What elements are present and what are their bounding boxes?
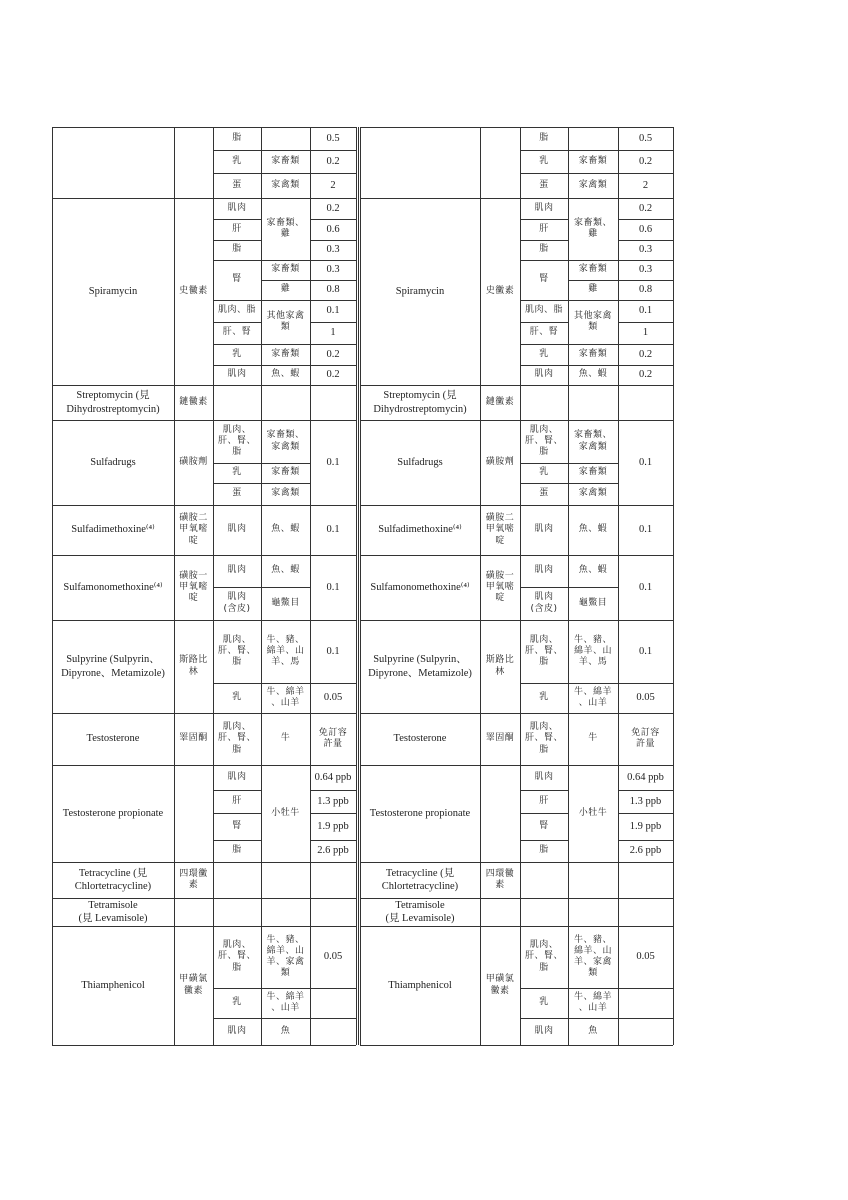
- species-cell: 雞: [588, 284, 598, 295]
- species-cell: 小牡牛: [578, 807, 608, 818]
- table-vertical-rule: [618, 127, 619, 1045]
- mrl-value: 0.5: [326, 132, 340, 144]
- mrl-value: 2: [330, 179, 336, 191]
- mrl-value: 0.2: [326, 348, 340, 360]
- species-cell: 家畜類、 家禽類: [573, 430, 612, 452]
- tissue-cell: 肝、腎: [222, 327, 252, 338]
- tissue-cell: 肌肉: [534, 565, 554, 576]
- mrl-value: 0.1: [638, 305, 653, 317]
- mrl-value: 1.9 ppb: [629, 820, 662, 832]
- species-cell: 牛: [588, 733, 598, 744]
- tissue-cell: 乳: [232, 467, 242, 478]
- drug-chinese-name: 甲磺氯 黴素: [485, 974, 515, 996]
- mrl-value: 0.6: [326, 223, 340, 235]
- mrl-value: 0.1: [326, 456, 340, 468]
- species-cell: 家畜類: [578, 264, 608, 275]
- species-cell: 家禽類: [271, 488, 300, 499]
- mrl-value: 1.9 ppb: [317, 820, 349, 832]
- drug-name-sulfadimethoxine: Sulfadimethoxine⁽⁴⁾: [71, 524, 155, 536]
- mrl-value: 1.3 ppb: [629, 795, 662, 807]
- drug-chinese-name: [482, 128, 518, 197]
- species-cell: 家禽類: [578, 488, 608, 499]
- tissue-cell: 乳: [539, 997, 549, 1008]
- drug-name-tetracycline: Tetracycline (見 Chlortetracycline): [381, 867, 459, 892]
- drug-name-spiramycin: Spiramycin: [395, 285, 445, 297]
- tissue-cell: 腎: [232, 820, 242, 831]
- mrl-value: 0.64 ppb: [627, 771, 664, 783]
- tissue-cell: 肌肉: [227, 565, 247, 576]
- species-cell: 其他家禽 類: [266, 310, 305, 332]
- tissue-cell: 肌肉: [227, 524, 247, 535]
- tissue-cell: 乳: [539, 692, 549, 703]
- tissue-cell: 肌肉、脂: [217, 305, 256, 316]
- mrl-value: 2.6 ppb: [629, 845, 662, 857]
- mrl-value: 2.6 ppb: [317, 845, 349, 857]
- species-cell: 家畜類、 家禽類: [266, 430, 305, 452]
- tissue-cell: 蛋: [539, 488, 549, 499]
- drug-chinese-name: 四環黴 素: [485, 868, 515, 890]
- tissue-cell: 肝: [232, 795, 242, 806]
- tissue-cell: 脂: [232, 132, 242, 143]
- species-cell: 家畜類、 雞: [266, 217, 305, 239]
- drug-name-sulfadrugs: Sulfadrugs: [90, 456, 136, 468]
- mrl-value: 0.3: [326, 244, 340, 256]
- drug-name-testosterone: Testosterone: [393, 733, 447, 745]
- tissue-cell: 肌肉: [534, 524, 554, 535]
- tissue-cell: 脂: [539, 132, 549, 143]
- table-horizontal-rule: [618, 1045, 673, 1046]
- tissue-cell: 脂: [539, 244, 549, 255]
- mrl-value: 0.05: [323, 692, 343, 704]
- drug-chinese-name: [482, 899, 518, 925]
- drug-chinese-name: 史黴素: [485, 285, 515, 296]
- drug-name-testosterone: Testosterone: [86, 733, 140, 745]
- species-cell: 雞: [280, 284, 291, 295]
- mrl-value: 0.1: [638, 645, 653, 657]
- species-cell: 牛、豬、 綿羊、山 羊、家禽 類: [573, 934, 612, 979]
- table-horizontal-rule: [52, 1045, 356, 1046]
- drug-chinese-name: 磺胺劑: [179, 456, 208, 467]
- tissue-cell: 腎: [539, 820, 549, 831]
- species-cell: 家畜類: [578, 467, 608, 478]
- tissue-cell: 脂: [232, 845, 242, 856]
- species-cell: 家畜類: [578, 155, 608, 166]
- drug-name-tetramisole: Tetramisole (見 Levamisole): [385, 899, 455, 924]
- table-vertical-rule: [360, 127, 361, 1045]
- mrl-value: [620, 989, 671, 1017]
- mrl-value: 1: [642, 327, 649, 339]
- drug-chinese-name: 磺胺一 甲氧嘧 啶: [485, 570, 515, 604]
- species-cell: 牛、豬、 綿羊、山 羊、馬: [266, 634, 305, 668]
- species-cell: 牛、綿羊 、山羊: [266, 991, 305, 1013]
- tissue-cell: 肌肉: [534, 202, 554, 213]
- species-cell: 魚、蝦: [271, 565, 300, 576]
- drug-name-testosterone: Testosterone propionate: [62, 807, 164, 819]
- drug-name-sulfamonomethoxine: Sulfamonomethoxine⁽⁴⁾: [63, 581, 163, 593]
- mrl-value: 0.2: [638, 155, 653, 167]
- species-cell: 家禽類: [578, 179, 608, 190]
- species-cell: 牛、綿羊 、山羊: [573, 991, 612, 1013]
- tissue-cell: 肌肉: [227, 1025, 247, 1036]
- drug-chinese-name: 睪固酮: [179, 733, 208, 744]
- drug-chinese-name: 磺胺一 甲氧嘧 啶: [179, 570, 208, 604]
- drug-chinese-name: 磺胺二 甲氧嘧 啶: [179, 513, 208, 546]
- mrl-value: 1: [330, 327, 336, 339]
- species-cell: 牛、豬、 綿羊、山 羊、家禽 類: [266, 934, 305, 979]
- mrl-value: [620, 1019, 671, 1044]
- table-vertical-rule: [213, 127, 214, 1045]
- mrl-value: 0.1: [326, 305, 340, 317]
- species-cell: 牛、綿羊 、山羊: [266, 686, 305, 708]
- table-vertical-rule: [174, 127, 175, 1045]
- tissue-cell: 肌肉、肝、腎、脂: [217, 722, 256, 755]
- table-vertical-rule: [568, 127, 569, 1045]
- drug-chinese-name: [176, 766, 211, 861]
- mrl-value: 免訂容 許量: [631, 727, 660, 749]
- species-cell: 魚、蝦: [271, 524, 300, 535]
- table-vertical-rule: [310, 127, 311, 1045]
- species-cell: 魚: [280, 1025, 291, 1036]
- mrl-value: 0.6: [638, 223, 653, 235]
- mrl-value: 2: [642, 179, 649, 191]
- drug-chinese-name: [176, 899, 211, 925]
- species-cell: 魚、蝦: [578, 524, 608, 535]
- drug-chinese-name: 磺胺劑: [485, 456, 515, 467]
- tissue-cell: 肌肉: [227, 202, 247, 213]
- drug-chinese-name: 四環黴 素: [179, 868, 208, 890]
- tissue-cell: 蛋: [232, 179, 242, 190]
- drug-name-thiamphenicol: Thiamphenicol: [81, 979, 145, 991]
- species-cell: 家畜類: [271, 348, 300, 359]
- drug-chinese-name: 鏈黴素: [179, 396, 208, 407]
- species-cell: 家畜類: [271, 467, 300, 478]
- mrl-value: 1.3 ppb: [317, 795, 349, 807]
- tissue-cell: 肝: [539, 795, 549, 806]
- tissue-cell: 乳: [539, 348, 549, 359]
- tissue-cell: 肌肉: [534, 1025, 554, 1036]
- species-cell: 龜鱉目: [271, 597, 300, 608]
- drug-chinese-name: 斯路比 林: [485, 655, 515, 677]
- drug-chinese-name: 斯路比 林: [179, 655, 208, 677]
- drug-name-testosterone: Testosterone propionate: [369, 807, 471, 819]
- species-cell: 牛: [280, 733, 291, 744]
- tissue-cell: 蛋: [539, 179, 549, 190]
- mrl-value: 0.05: [323, 951, 343, 963]
- mrl-value: 0.05: [636, 692, 655, 704]
- drug-chinese-name: [176, 128, 211, 197]
- mrl-value: 0.2: [326, 155, 340, 167]
- species-cell: 小牡牛: [271, 807, 300, 818]
- tissue-cell: 肌肉 (含皮): [223, 592, 251, 614]
- mrl-value: 0.3: [638, 264, 653, 276]
- species-cell: 龜鱉目: [578, 597, 608, 608]
- mrl-value: 0.1: [326, 524, 340, 536]
- mrl-value: 0.2: [638, 202, 653, 214]
- tissue-cell: 肌肉、肝、腎、脂: [524, 424, 563, 458]
- mrl-value: 0.2: [638, 369, 653, 381]
- species-cell: 家畜類: [271, 155, 300, 166]
- mrl-value: 0.2: [326, 202, 340, 214]
- mrl-value: 0.1: [638, 524, 653, 536]
- species-cell: [263, 128, 308, 149]
- table-vertical-rule: [480, 127, 481, 1045]
- species-cell: 家畜類: [271, 264, 300, 275]
- tissue-cell: 肌肉: [534, 369, 554, 380]
- drug-chinese-name: 磺胺二 甲氧嘧 啶: [485, 513, 515, 546]
- drug-name-tetracycline: Tetracycline (見 Chlortetracycline): [74, 867, 152, 892]
- tissue-cell: 肌肉: [227, 771, 247, 782]
- mrl-value: 免訂容 許量: [318, 727, 348, 749]
- tissue-cell: 乳: [232, 348, 242, 359]
- drug-name-continued: [362, 128, 478, 197]
- drug-name-sulfadimethoxine: Sulfadimethoxine⁽⁴⁾: [378, 524, 462, 536]
- tissue-cell: 乳: [539, 467, 549, 478]
- mrl-value: [312, 989, 354, 1017]
- species-cell: 家畜類: [578, 348, 608, 359]
- tissue-cell: 腎: [232, 274, 242, 285]
- drug-chinese-name: 鏈黴素: [485, 396, 515, 407]
- mrl-value: 0.3: [326, 264, 340, 276]
- table-vertical-rule: [673, 127, 674, 1045]
- drug-name-continued: [54, 128, 172, 197]
- mrl-value: 0.2: [326, 369, 340, 381]
- drug-name-spiramycin: Spiramycin: [88, 285, 138, 297]
- mrl-value: 0.1: [326, 581, 340, 593]
- tissue-cell: 肌肉: [534, 771, 554, 782]
- species-cell: 其他家禽 類: [573, 310, 612, 332]
- tissue-cell: 乳: [539, 155, 549, 166]
- tissue-cell: 肌肉: [227, 369, 247, 380]
- tissue-cell: 肝: [232, 223, 242, 234]
- drug-chinese-name: 史黴素: [179, 285, 208, 296]
- drug-chinese-name: 睪固酮: [485, 733, 515, 744]
- tissue-cell: 肌肉 (含皮): [530, 592, 558, 614]
- species-cell: 家禽類: [271, 179, 300, 190]
- mrl-value: 0.2: [638, 348, 653, 360]
- mrl-value: 0.1: [638, 456, 653, 468]
- tissue-cell: 乳: [232, 155, 242, 166]
- table-vertical-rule: [52, 127, 53, 1045]
- drug-chinese-name: 甲磺氯 黴素: [179, 974, 208, 996]
- table-vertical-rule: [520, 127, 521, 1045]
- mrl-value: 0.64 ppb: [314, 771, 352, 783]
- species-cell: 魚、蝦: [271, 369, 300, 380]
- tissue-cell: 乳: [232, 692, 242, 703]
- drug-chinese-name: [482, 766, 518, 861]
- tissue-cell: 肌肉、肝、腎、脂: [524, 940, 563, 973]
- tissue-cell: 肌肉、脂: [524, 305, 563, 316]
- drug-name-streptomycin: Streptomycin (見 Dihydrostreptomycin): [66, 390, 160, 415]
- tissue-cell: 蛋: [232, 488, 242, 499]
- drug-name-streptomycin: Streptomycin (見 Dihydrostreptomycin): [373, 390, 467, 415]
- mrl-value: 0.8: [638, 284, 653, 296]
- drug-name-thiamphenicol: Thiamphenicol: [388, 979, 452, 991]
- table-vertical-rule: [356, 127, 359, 1045]
- species-cell: 牛、綿羊 、山羊: [573, 686, 612, 708]
- mrl-value: 0.5: [638, 132, 653, 144]
- mrl-value: 0.3: [638, 244, 653, 256]
- tissue-cell: 肌肉、肝、腎、脂: [217, 940, 256, 973]
- drug-name-sulpyrine: Sulpyrine (Sulpyrin、 Dipyrone、Metamizole): [368, 654, 472, 679]
- tissue-cell: 脂: [539, 845, 549, 856]
- species-cell: 魚、蝦: [578, 369, 608, 380]
- tissue-cell: 肌肉、肝、腎、脂: [217, 424, 256, 458]
- tissue-cell: 肝、腎: [529, 327, 559, 338]
- mrl-value: 0.1: [638, 581, 653, 593]
- mrl-value: 0.8: [326, 284, 340, 296]
- tissue-cell: 肌肉、肝、腎、脂: [524, 634, 563, 668]
- tissue-cell: 乳: [232, 997, 242, 1008]
- tissue-cell: 肌肉、肝、腎、脂: [524, 722, 563, 755]
- species-cell: [570, 128, 616, 149]
- mrl-value: 0.1: [326, 645, 340, 657]
- drug-name-sulfadrugs: Sulfadrugs: [397, 456, 443, 468]
- table-vertical-rule: [261, 127, 262, 1045]
- drug-name-sulfamonomethoxine: Sulfamonomethoxine⁽⁴⁾: [370, 581, 470, 593]
- mrl-value: 0.05: [636, 951, 655, 963]
- species-cell: 家畜類、 雞: [573, 217, 612, 239]
- mrl-value: [312, 1019, 354, 1044]
- table-horizontal-rule: [618, 127, 673, 128]
- species-cell: 牛、豬、 綿羊、山 羊、馬: [573, 634, 612, 668]
- drug-name-tetramisole: Tetramisole (見 Levamisole): [78, 899, 148, 924]
- tissue-cell: 肝: [539, 223, 549, 234]
- species-cell: 魚: [588, 1025, 598, 1036]
- drug-name-sulpyrine: Sulpyrine (Sulpyrin、 Dipyrone、Metamizole): [61, 654, 165, 679]
- tissue-cell: 肌肉、肝、腎、脂: [217, 634, 256, 668]
- species-cell: 魚、蝦: [578, 565, 608, 576]
- tissue-cell: 脂: [232, 244, 242, 255]
- tissue-cell: 腎: [539, 274, 549, 285]
